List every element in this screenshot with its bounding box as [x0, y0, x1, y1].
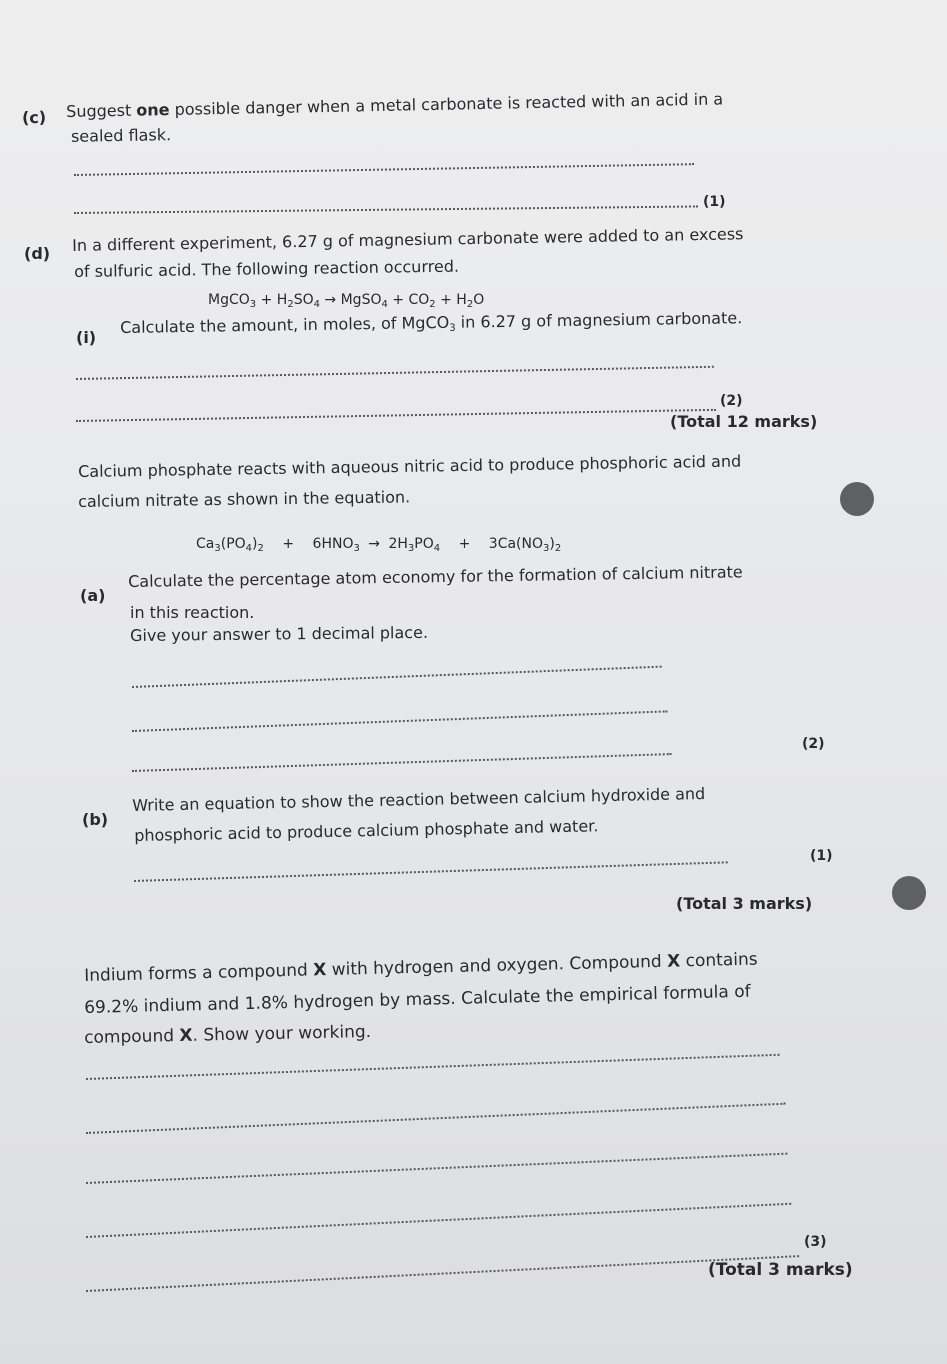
- part-c-text: Suggest: [66, 100, 137, 121]
- part-c-emphasis: one: [136, 100, 170, 120]
- part-c-label: (c): [21, 107, 47, 128]
- part-b-label: (b): [82, 810, 109, 829]
- eq-text: (PO: [220, 536, 246, 552]
- question-total: (Total 12 marks): [670, 412, 818, 431]
- part-c-question: [66, 89, 723, 122]
- eq-text: Ca: [196, 536, 215, 552]
- eq-text: SO: [293, 292, 314, 308]
- eq-text: 2H: [388, 536, 408, 552]
- q3-line2: 69.2% indium and 1.8% hydrogen by mass. Calculate the empirical formula of: [84, 981, 751, 1018]
- part-a-line3: Give your answer to 1 decimal place.: [130, 622, 429, 645]
- answer-line: [132, 710, 668, 732]
- part-b-line1: Write an equation to show the reaction between calcium hydroxide and: [132, 783, 706, 815]
- part-c-marks: (1): [703, 194, 726, 210]
- eq-text: MgCO: [208, 292, 250, 308]
- part-a-label: (a): [80, 586, 106, 605]
- part-i-label: (i): [76, 328, 97, 347]
- part-i-text: Calculate the amount, in moles, of MgCO: [120, 312, 450, 337]
- eq-text: +: [458, 536, 471, 552]
- part-d-line2: of sulfuric acid. The following reaction occurred.: [74, 256, 460, 281]
- q2-intro-line1: Calcium phosphate reacts with aqueous nitric acid to produce phosphoric acid and: [78, 451, 742, 481]
- q3-text: Indium forms a compound: [84, 960, 314, 986]
- part-b-line2: phosphoric acid to produce calcium phosphate and water.: [134, 816, 599, 845]
- q3-text: compound: [84, 1026, 180, 1048]
- page-dot: [892, 876, 926, 910]
- answer-line: [76, 366, 714, 380]
- answer-line: [134, 861, 728, 882]
- answer-line: [74, 205, 698, 214]
- eq-text: ): [252, 536, 258, 552]
- q3-line1: [84, 950, 758, 986]
- q3-line3: [84, 1022, 371, 1048]
- part-c-question-line2: sealed flask.: [70, 125, 172, 146]
- calcium-phosphate-equation: $Ca_3(PO_4)_2 + 6HNO_3 \to 2H_3PO_4 + 3Ca(NO_3)_2$: [196, 536, 562, 554]
- eq-text: O: [473, 292, 485, 308]
- q3-text: . Show your working.: [192, 1021, 372, 1046]
- magnesium-carbonate-equation: MgCO$_3$ + $H_2SO_4$ → MgSO$_4$ + $CO_2 + H_2O$: [208, 292, 485, 310]
- answer-line: [86, 1255, 799, 1292]
- q2-intro-line2: calcium nitrate as shown in the equation.: [78, 487, 411, 511]
- eq-text: + CO: [387, 292, 430, 308]
- page-dot: [840, 482, 874, 516]
- answer-line: [86, 1203, 791, 1238]
- question-total: (Total 3 marks): [708, 1260, 853, 1280]
- eq-text: PO: [414, 536, 434, 552]
- eq-text: ): [549, 536, 555, 552]
- part-b-marks: (1): [810, 848, 833, 864]
- answer-line: [86, 1153, 787, 1184]
- q3-marks: (3): [804, 1234, 827, 1250]
- answer-line: [86, 1103, 785, 1134]
- part-a-marks: (2): [802, 736, 825, 752]
- part-c-text-rest: possible danger when a metal carbonate is reacted with an acid in a: [169, 89, 724, 120]
- answer-line: [132, 666, 662, 688]
- compound-x: X: [312, 960, 327, 981]
- part-a-line2: in this reaction.: [130, 603, 255, 622]
- question-total: (Total 3 marks): [676, 894, 813, 913]
- eq-text: + H: [435, 292, 467, 308]
- answer-line: [132, 753, 672, 772]
- compound-x: X: [179, 1025, 193, 1047]
- q3-text: contains: [679, 949, 758, 972]
- eq-text: 6HNO: [312, 536, 354, 552]
- part-d-line1: In a different experiment, 6.27 g of magnesium carbonate were added to an excess: [72, 224, 744, 255]
- part-i-marks: (2): [720, 393, 743, 409]
- eq-text: 3Ca(NO: [488, 536, 543, 552]
- part-a-line1: Calculate the percentage atom economy for the formation of calcium nitrate: [128, 562, 743, 591]
- part-i-text-rest: in 6.27 g of magnesium carbonate.: [455, 308, 743, 332]
- compound-x: X: [666, 951, 681, 972]
- answer-line: [86, 1054, 780, 1080]
- q3-text: with hydrogen and oxygen. Compound: [326, 951, 668, 981]
- eq-text: +: [282, 536, 295, 552]
- part-i-question: Calculate the amount, in moles, of MgCO$_3$ in 6.27 g of magnesium carbonate.: [120, 308, 743, 337]
- answer-line: [74, 163, 694, 176]
- eq-arrow: →: [368, 536, 381, 552]
- eq-text: + H: [256, 292, 288, 308]
- eq-text: → MgSO: [319, 292, 382, 308]
- part-d-label: (d): [24, 244, 51, 263]
- answer-line: [76, 409, 716, 422]
